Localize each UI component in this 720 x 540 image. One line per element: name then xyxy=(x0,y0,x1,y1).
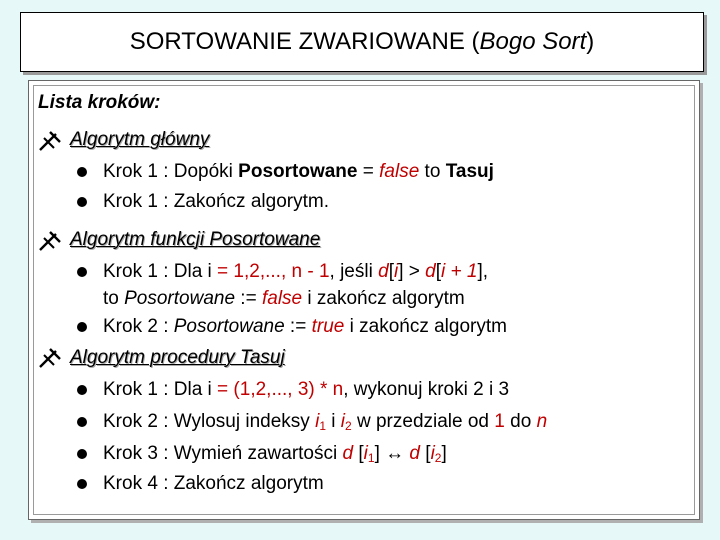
title-italic: Bogo Sort xyxy=(479,28,587,55)
step-pos-1-cont: to Posortowane := false i zakończ algorytm xyxy=(103,288,465,309)
swap-arrow-icon: ↔ xyxy=(385,443,405,464)
hammer-icon xyxy=(38,347,62,369)
bullet xyxy=(77,267,87,277)
slide-title xyxy=(20,12,704,72)
title-text: SORTOWANIE ZWARIOWANE ( xyxy=(129,28,480,55)
bullet xyxy=(77,479,87,489)
hammer-icon xyxy=(38,130,62,152)
step-tasuj-2: Krok 2 : Wylosuj indeksy $i_1$ i $i_2$ w przedziale od 1 do n xyxy=(103,411,548,433)
bullet xyxy=(77,322,87,332)
title-close: ) xyxy=(586,28,595,55)
bullet xyxy=(77,197,87,207)
hammer-icon xyxy=(38,230,62,252)
step-tasuj-1: Krok 1 : Dla i = (1,2,..., 3) * n, wykonuj kroki 2 i 3 xyxy=(103,379,510,400)
section-heading-main: Algorytm główny xyxy=(70,129,210,150)
step-pos-1: Krok 1 : Dla i = 1,2,..., n - 1, jeśli d[i] > d[i + 1], xyxy=(103,261,489,282)
step-main-1: Krok 1 : Dopóki Posortowane = false to Tasuj xyxy=(103,161,494,182)
step-tasuj-3: Krok 3 : Wymień zawartości d $[i_1]$ ↔ d $[i_2]$ xyxy=(103,443,447,465)
section-heading-tasuj: Algorytm procedury Tasuj xyxy=(70,347,285,368)
step-main-2: Krok 1 : Zakończ algorytm. xyxy=(103,191,329,212)
bullet xyxy=(77,449,87,459)
step-tasuj-4: Krok 4 : Zakończ algorytm xyxy=(103,473,324,494)
bullet xyxy=(77,167,87,177)
section-heading-posortowane: Algorytm funkcji Posortowane xyxy=(70,229,321,250)
bullet xyxy=(77,385,87,395)
step-pos-2: Krok 2 : Posortowane := true i zakończ algorytm xyxy=(103,316,507,337)
bullet xyxy=(77,417,87,427)
intro-label: Lista kroków: xyxy=(38,92,161,113)
